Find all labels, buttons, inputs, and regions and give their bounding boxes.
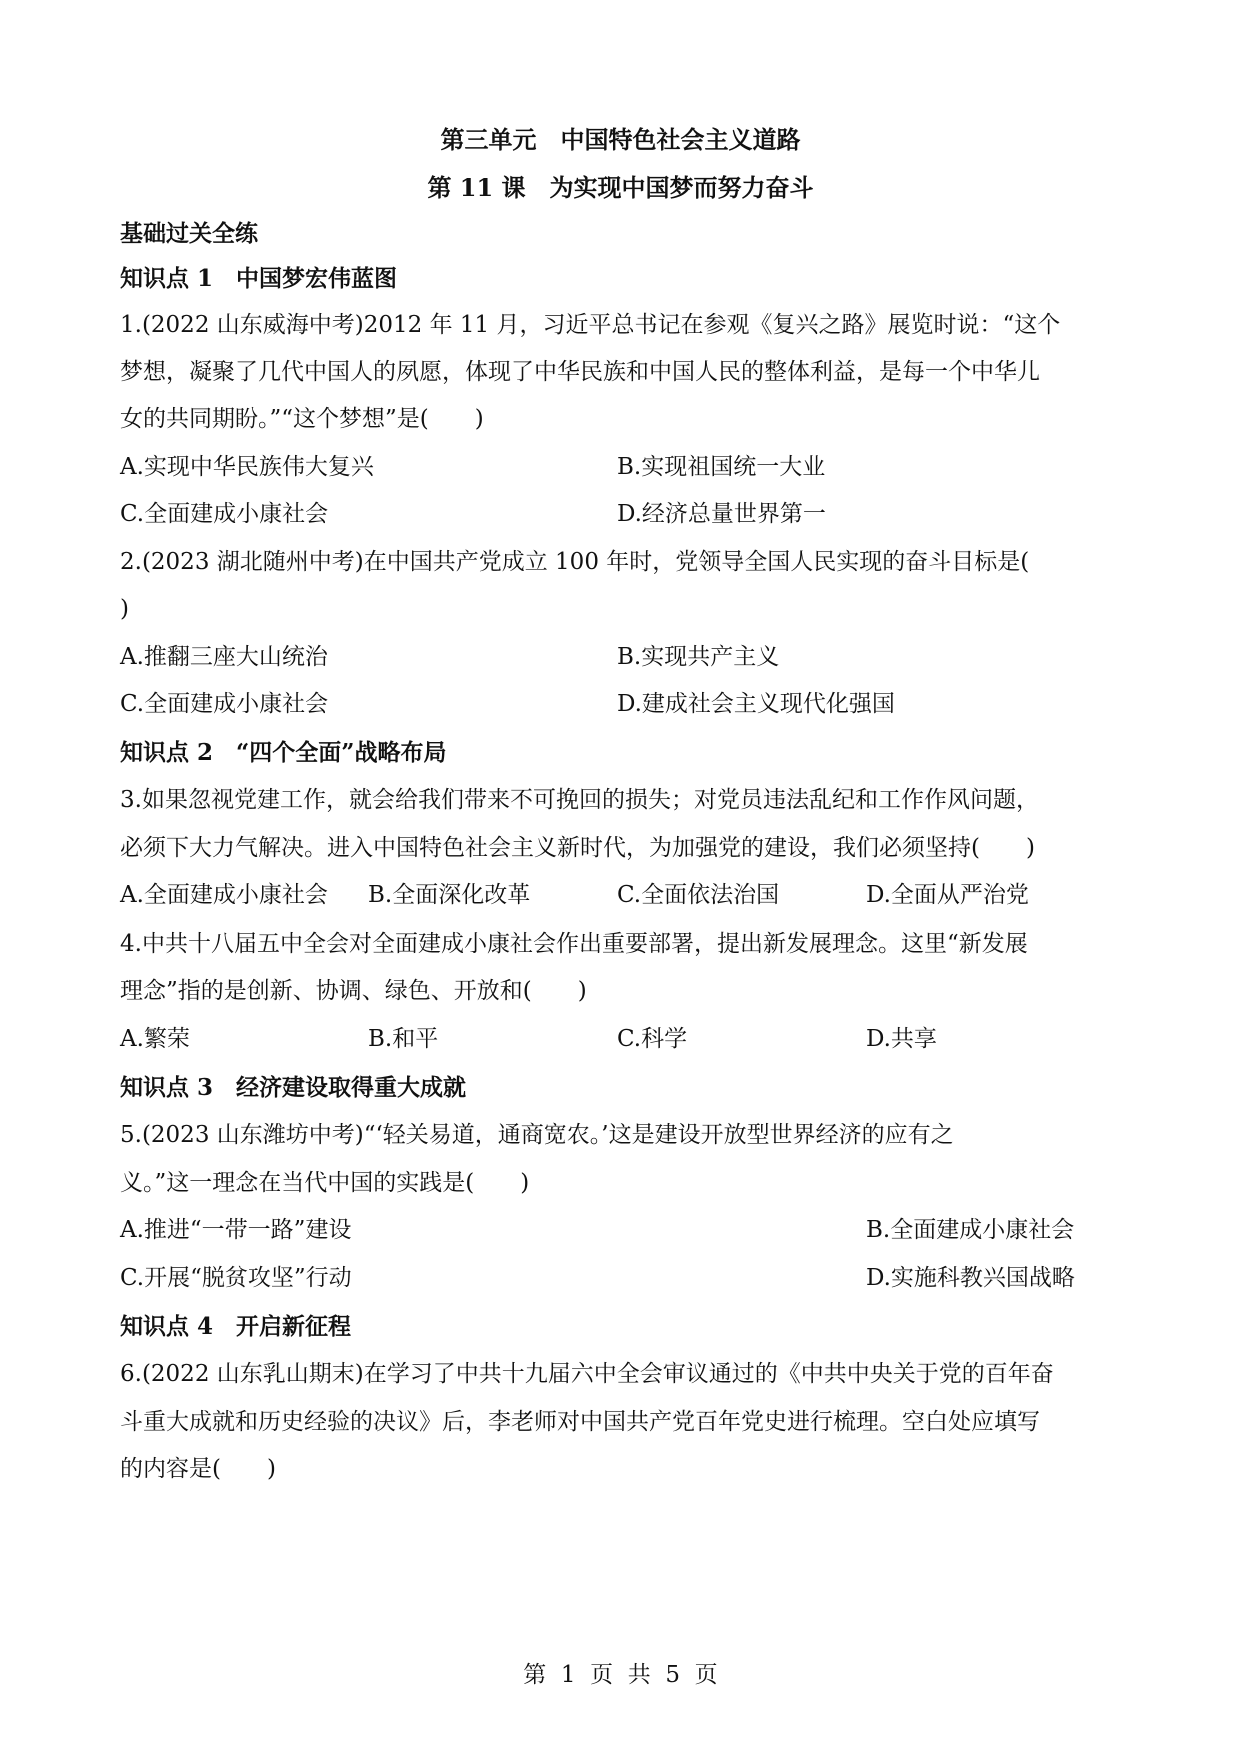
page-footer: 第 1 页 共 5 页: [523, 1662, 718, 1688]
q3-option-c: C.全面依法治国: [617, 882, 780, 908]
q3-option-b: B.全面深化改革: [368, 882, 531, 908]
question-4-line-2: 理念”指的是创新、协调、绿色、开放和( ): [120, 978, 587, 1004]
q1-option-b: B.实现祖国统一大业: [617, 454, 826, 480]
q1-option-d: D.经济总量世界第一: [617, 501, 826, 527]
question-4-line-1: 4.中共十八届五中全会对全面建成小康社会作出重要部署，提出新发展理念。这里“新发展: [120, 931, 1028, 957]
q3-option-a: A.全面建成小康社会: [120, 882, 328, 908]
q2-option-d: D.建成社会主义现代化强国: [617, 691, 895, 717]
question-5-line-1: 5.(2023 山东潍坊中考)“‘轻关易道，通商宽农。’这是建设开放型世界经济的应有之: [120, 1122, 954, 1148]
q4-option-b: B.和平: [368, 1026, 439, 1052]
q3-option-d: D.全面从严治党: [866, 882, 1029, 908]
question-5-line-2: 义。”这一理念在当代中国的实践是( ): [120, 1170, 530, 1196]
q4-option-a: A.繁荣: [120, 1026, 190, 1052]
question-3-line-1: 3.如果忽视党建工作，就会给我们带来不可挽回的损失；对党员违法乱纪和工作作风问题，: [120, 787, 1039, 813]
q2-option-a: A.推翻三座大山统治: [120, 644, 328, 670]
knowledge-point-2: 知识点 2 “四个全面”战略布局: [120, 739, 447, 766]
q5-option-c: C.开展“脱贫攻坚”行动: [120, 1265, 352, 1291]
question-6-line-2: 斗重大成就和历史经验的决议》后，李老师对中国共产党百年党史进行梳理。空白处应填写: [120, 1409, 1040, 1435]
q2-option-c: C.全面建成小康社会: [120, 691, 329, 717]
q5-option-b: B.全面建成小康社会: [866, 1217, 1075, 1243]
question-2-line-2: ): [120, 596, 129, 622]
knowledge-point-4: 知识点 4 开启新征程: [120, 1313, 352, 1340]
unit-title: 第三单元 中国特色社会主义道路: [440, 125, 801, 154]
q4-option-c: C.科学: [617, 1026, 688, 1052]
question-2-line-1: 2.(2023 湖北随州中考)在中国共产党成立 100 年时，党领导全国人民实现的奋斗目标是(: [120, 549, 1030, 575]
question-6-line-1: 6.(2022 山东乳山期末)在学习了中共十九届六中全会审议通过的《中共中央关于党的百年奋: [120, 1361, 1054, 1387]
knowledge-point-3: 知识点 3 经济建设取得重大成就: [120, 1074, 467, 1101]
q2-option-b: B.实现共产主义: [617, 644, 780, 670]
q5-option-a: A.推进“一带一路”建设: [120, 1217, 352, 1243]
question-1-line-2: 梦想，凝聚了几代中国人的夙愿，体现了中华民族和中国人民的整体利益，是每一个中华儿: [120, 359, 1040, 385]
q1-option-a: A.实现中华民族伟大复兴: [120, 454, 374, 480]
question-3-line-2: 必须下大力气解决。进入中国特色社会主义新时代，为加强党的建设，我们必须坚持( ): [120, 835, 1035, 861]
question-1-line-3: 女的共同期盼。”“这个梦想”是( ): [120, 406, 484, 432]
q5-option-d: D.实施科教兴国战略: [866, 1265, 1075, 1291]
question-1-line-1: 1.(2022 山东威海中考)2012 年 11 月，习近平总书记在参观《复兴之路》展览时说：“这个: [120, 312, 1061, 338]
lesson-title: 第 11 课 为实现中国梦而努力奋斗: [427, 173, 814, 202]
knowledge-point-1: 知识点 1 中国梦宏伟蓝图: [120, 265, 398, 292]
q4-option-d: D.共享: [866, 1026, 937, 1052]
question-6-line-3: 的内容是( ): [120, 1456, 276, 1482]
section-heading: 基础过关全练: [120, 220, 258, 247]
q1-option-c: C.全面建成小康社会: [120, 501, 329, 527]
